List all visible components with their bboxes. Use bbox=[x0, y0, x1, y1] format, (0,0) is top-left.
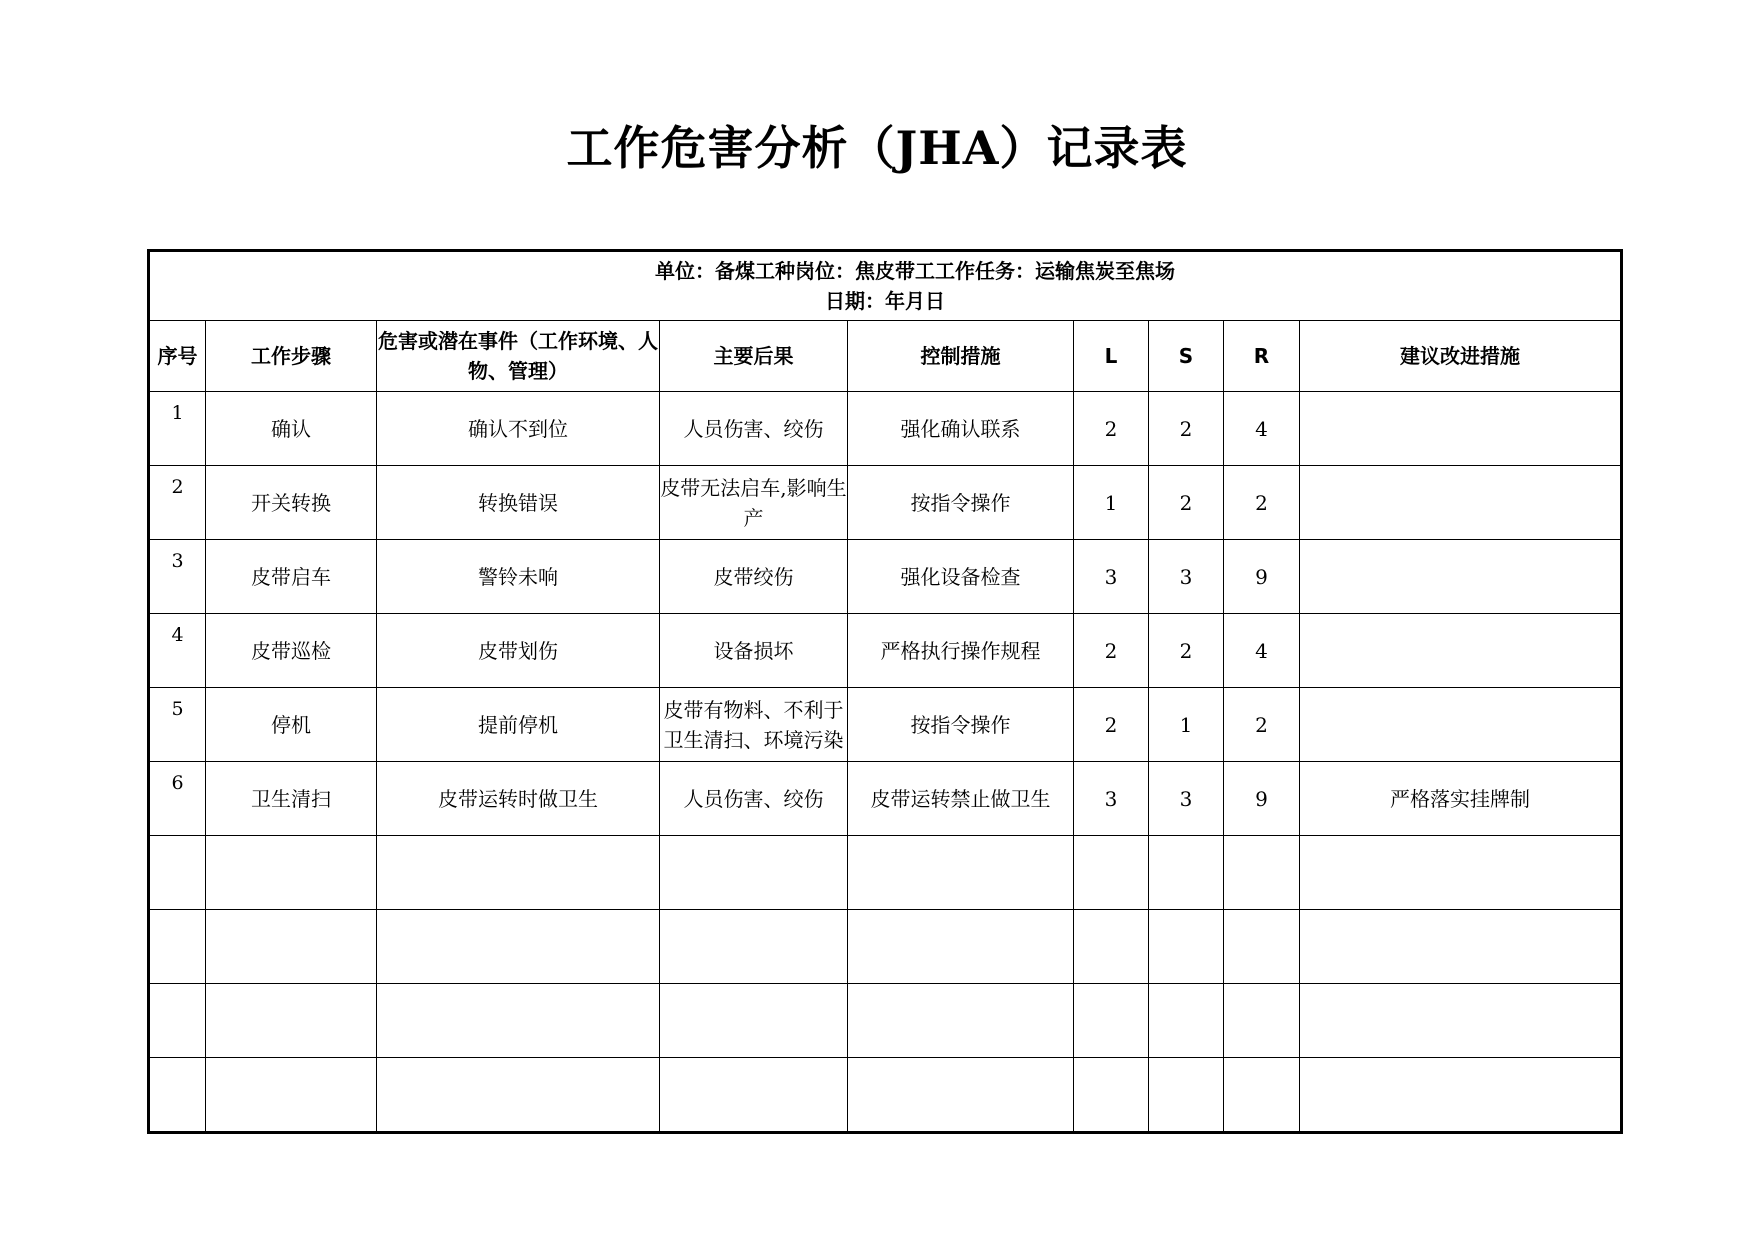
cell-consequence bbox=[660, 984, 848, 1058]
cell-step bbox=[206, 910, 377, 984]
cell-step: 皮带启车 bbox=[206, 540, 377, 614]
cell-r bbox=[1224, 836, 1300, 910]
info-unit-line: 单位：备煤工种岗位：焦皮带工工作任务：运输焦炭至焦场 bbox=[655, 259, 1176, 283]
info-date-line: 日期：年月日 bbox=[825, 289, 946, 313]
table-row bbox=[149, 836, 1622, 910]
cell-step: 皮带巡检 bbox=[206, 614, 377, 688]
cell-suggestion bbox=[1300, 836, 1622, 910]
cell-control: 严格执行操作规程 bbox=[848, 614, 1074, 688]
cell-consequence: 皮带无法启车,影响生产 bbox=[660, 466, 848, 540]
cell-seq bbox=[149, 836, 206, 910]
table-row bbox=[149, 540, 1622, 614]
cell-r: 9 bbox=[1224, 540, 1300, 614]
cell-s: 3 bbox=[1149, 762, 1224, 836]
cell-r bbox=[1224, 910, 1300, 984]
cell-suggestion bbox=[1300, 910, 1622, 984]
cell-seq: 2 bbox=[149, 466, 206, 540]
cell-l: 2 bbox=[1074, 614, 1149, 688]
cell-s bbox=[1149, 984, 1224, 1058]
header-l: L bbox=[1074, 321, 1149, 392]
cell-seq bbox=[149, 984, 206, 1058]
cell-s bbox=[1149, 1058, 1224, 1133]
cell-r: 2 bbox=[1224, 466, 1300, 540]
cell-r: 9 bbox=[1224, 762, 1300, 836]
cell-s: 2 bbox=[1149, 392, 1224, 466]
cell-hazard: 确认不到位 bbox=[377, 392, 660, 466]
table-row bbox=[149, 392, 1622, 466]
table-row bbox=[149, 614, 1622, 688]
header-control: 控制措施 bbox=[848, 321, 1074, 392]
header-r: R bbox=[1224, 321, 1300, 392]
cell-seq: 3 bbox=[149, 540, 206, 614]
cell-consequence: 皮带绞伤 bbox=[660, 540, 848, 614]
cell-l: 2 bbox=[1074, 688, 1149, 762]
cell-hazard: 警铃未响 bbox=[377, 540, 660, 614]
cell-hazard: 皮带运转时做卫生 bbox=[377, 762, 660, 836]
cell-hazard bbox=[377, 910, 660, 984]
cell-suggestion bbox=[1300, 688, 1622, 762]
table-row bbox=[149, 910, 1622, 984]
cell-s bbox=[1149, 910, 1224, 984]
cell-l: 2 bbox=[1074, 392, 1149, 466]
cell-consequence bbox=[660, 910, 848, 984]
header-row bbox=[149, 321, 1622, 392]
cell-r bbox=[1224, 1058, 1300, 1133]
cell-l: 3 bbox=[1074, 540, 1149, 614]
table-row bbox=[149, 984, 1622, 1058]
cell-r bbox=[1224, 984, 1300, 1058]
cell-control: 按指令操作 bbox=[848, 688, 1074, 762]
table-row bbox=[149, 1058, 1622, 1133]
cell-l bbox=[1074, 910, 1149, 984]
cell-consequence bbox=[660, 836, 848, 910]
cell-suggestion bbox=[1300, 540, 1622, 614]
cell-seq: 5 bbox=[149, 688, 206, 762]
cell-suggestion bbox=[1300, 392, 1622, 466]
info-cell bbox=[149, 251, 1622, 321]
cell-consequence bbox=[660, 1058, 848, 1133]
cell-control bbox=[848, 910, 1074, 984]
cell-l bbox=[1074, 836, 1149, 910]
cell-seq: 6 bbox=[149, 762, 206, 836]
cell-step: 停机 bbox=[206, 688, 377, 762]
cell-hazard bbox=[377, 1058, 660, 1133]
cell-hazard: 皮带划伤 bbox=[377, 614, 660, 688]
cell-seq bbox=[149, 1058, 206, 1133]
cell-consequence: 人员伤害、绞伤 bbox=[660, 392, 848, 466]
header-s: S bbox=[1149, 321, 1224, 392]
cell-hazard bbox=[377, 984, 660, 1058]
jha-table bbox=[147, 249, 1623, 1134]
cell-consequence: 皮带有物料、不利于卫生清扫、环境污染 bbox=[660, 688, 848, 762]
cell-suggestion bbox=[1300, 1058, 1622, 1133]
cell-control: 强化设备检查 bbox=[848, 540, 1074, 614]
header-seq: 序号 bbox=[149, 321, 206, 392]
cell-step bbox=[206, 836, 377, 910]
header-consequence: 主要后果 bbox=[660, 321, 848, 392]
cell-hazard: 转换错误 bbox=[377, 466, 660, 540]
cell-step bbox=[206, 984, 377, 1058]
cell-r: 4 bbox=[1224, 392, 1300, 466]
cell-s: 2 bbox=[1149, 614, 1224, 688]
header-step: 工作步骤 bbox=[206, 321, 377, 392]
cell-suggestion bbox=[1300, 984, 1622, 1058]
cell-s: 2 bbox=[1149, 466, 1224, 540]
cell-seq: 1 bbox=[149, 392, 206, 466]
cell-control: 皮带运转禁止做卫生 bbox=[848, 762, 1074, 836]
cell-seq bbox=[149, 910, 206, 984]
cell-hazard: 提前停机 bbox=[377, 688, 660, 762]
cell-control bbox=[848, 984, 1074, 1058]
cell-seq: 4 bbox=[149, 614, 206, 688]
cell-control: 强化确认联系 bbox=[848, 392, 1074, 466]
cell-suggestion bbox=[1300, 466, 1622, 540]
cell-s: 1 bbox=[1149, 688, 1224, 762]
cell-l: 1 bbox=[1074, 466, 1149, 540]
table-row bbox=[149, 466, 1622, 540]
page-title: 工作危害分析（JHA）记录表 bbox=[566, 121, 1188, 175]
cell-control bbox=[848, 1058, 1074, 1133]
header-suggestion: 建议改进措施 bbox=[1300, 321, 1622, 392]
cell-step bbox=[206, 1058, 377, 1133]
table-row bbox=[149, 762, 1622, 836]
cell-consequence: 设备损坏 bbox=[660, 614, 848, 688]
cell-hazard bbox=[377, 836, 660, 910]
cell-l bbox=[1074, 984, 1149, 1058]
cell-r: 2 bbox=[1224, 688, 1300, 762]
cell-step: 开关转换 bbox=[206, 466, 377, 540]
cell-step: 卫生清扫 bbox=[206, 762, 377, 836]
cell-s bbox=[1149, 836, 1224, 910]
cell-r: 4 bbox=[1224, 614, 1300, 688]
cell-suggestion bbox=[1300, 614, 1622, 688]
cell-s: 3 bbox=[1149, 540, 1224, 614]
cell-control: 按指令操作 bbox=[848, 466, 1074, 540]
cell-control bbox=[848, 836, 1074, 910]
header-hazard: 危害或潜在事件（工作环境、人物、管理） bbox=[377, 321, 660, 392]
table-row bbox=[149, 688, 1622, 762]
cell-consequence: 人员伤害、绞伤 bbox=[660, 762, 848, 836]
info-row bbox=[149, 251, 1622, 321]
cell-l bbox=[1074, 1058, 1149, 1133]
cell-l: 3 bbox=[1074, 762, 1149, 836]
table-body bbox=[149, 392, 1622, 1133]
cell-suggestion: 严格落实挂牌制 bbox=[1300, 762, 1622, 836]
cell-step: 确认 bbox=[206, 392, 377, 466]
